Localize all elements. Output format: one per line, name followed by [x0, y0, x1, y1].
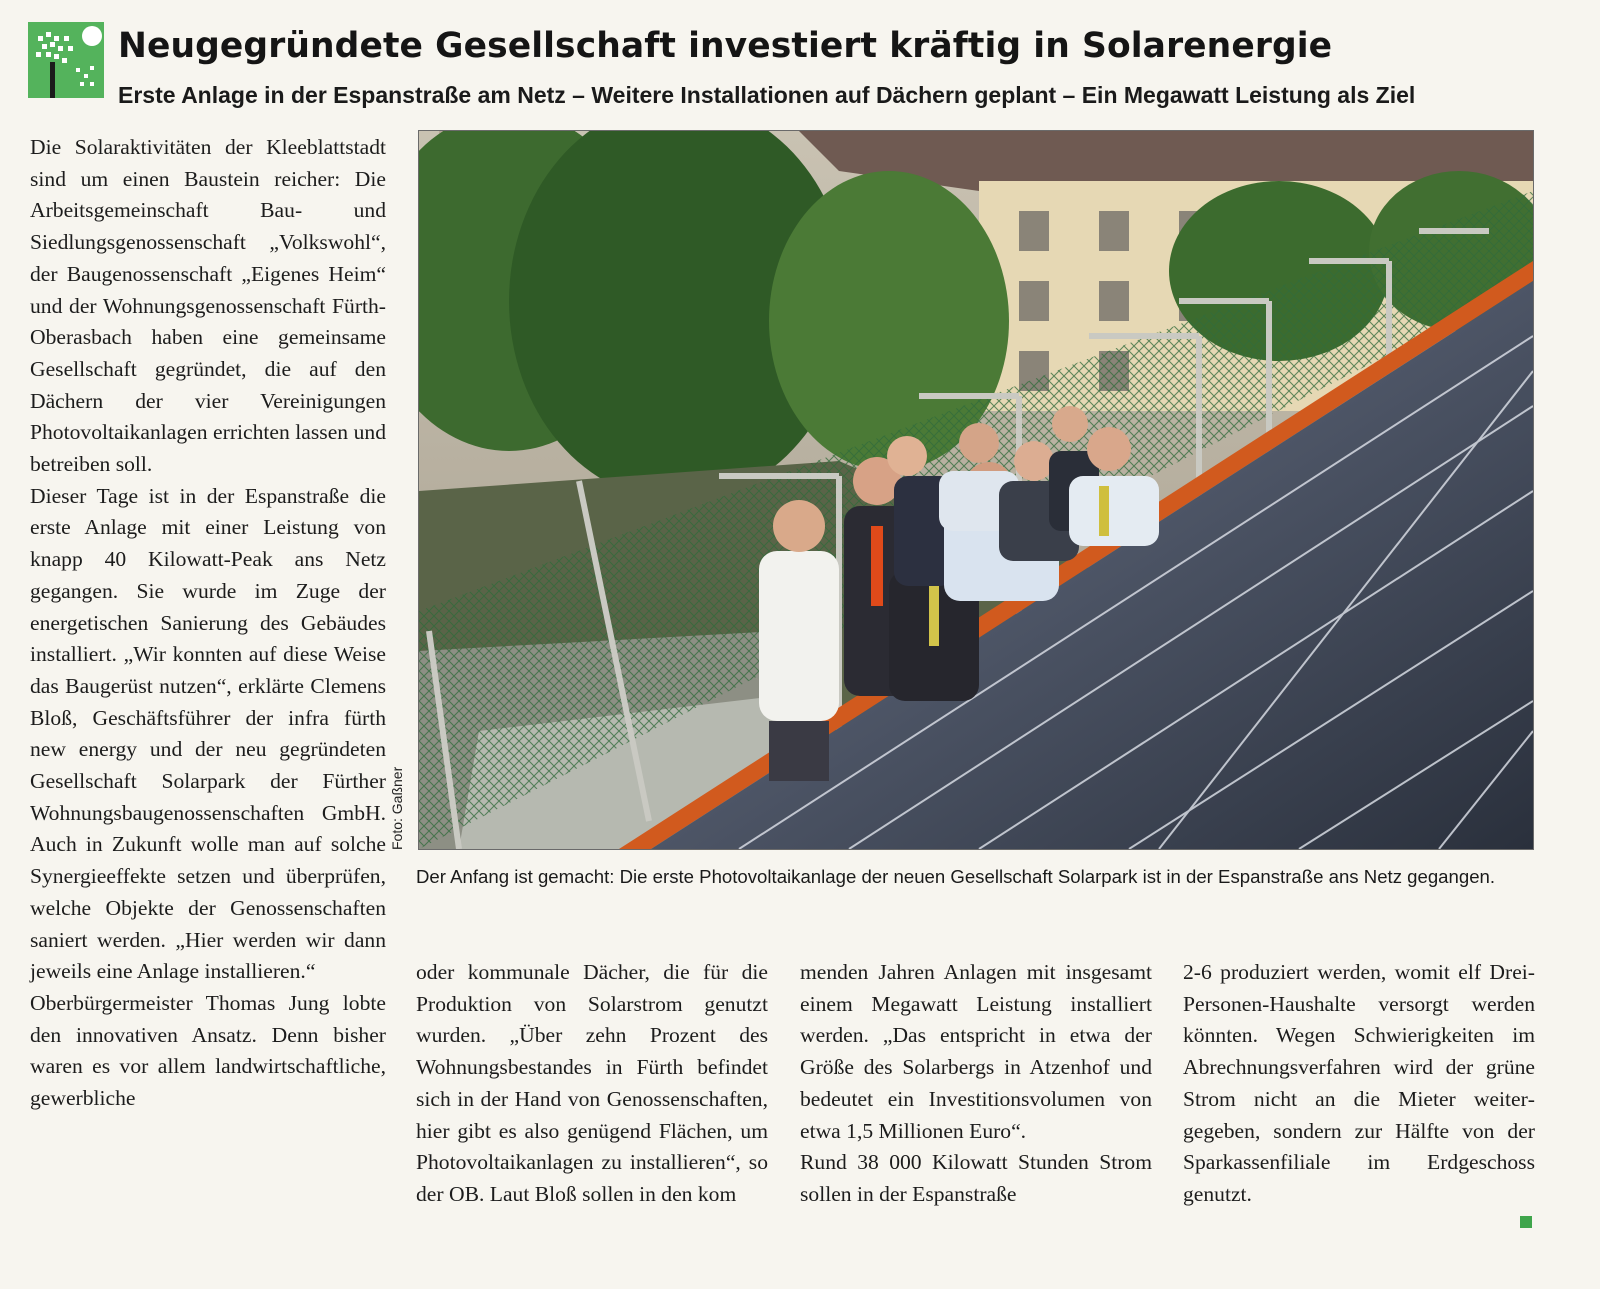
solar-roof-group-photo: [419, 131, 1533, 849]
article-column-1: [30, 132, 386, 1115]
article-column-3: [800, 957, 1152, 1211]
paragraph: Rund 38 000 Kilowatt Stunden Strom sollen in der Espanstraße: [800, 1150, 1152, 1206]
article-headline: Neugegründete Gesellschaft investiert kräftig in Solarenergie: [118, 26, 1333, 66]
article-column-2: [416, 957, 768, 1211]
tree-logo-icon: [28, 22, 104, 98]
article-photo: [418, 130, 1534, 850]
article-end-square-icon: [1520, 1216, 1532, 1228]
paragraph: Oberbürgermeister Thomas Jung lobte den innovativen Ansatz. Denn bisher waren es vor allem landwirtschaftliche, gewerbliche: [30, 990, 386, 1111]
photo-caption: Der Anfang ist gemacht: Die erste Photovoltaikanlage der neuen Gesellschaft Solarpark ist in der Espanstraße ans Netz gegangen.: [416, 866, 1496, 887]
paragraph: menden Jahren Anlagen mit insgesamt einem Megawatt Leistung installiert werden. „Das entspricht in etwa der Größe des Solarbergs in Atzenhof und bedeutet ein Investitionsvolumen von etwa 1,5 Millionen Euro“.: [800, 960, 1152, 1143]
article-column-4: [1183, 957, 1535, 1211]
paragraph: Dieser Tage ist in der Espanstraße die erste Anlage mit einer Leistung von knapp 40 Kilowatt-Peak ans Netz gegangen. Sie wurde im Zuge der energetischen Sanierung des Gebäudes installiert. „Wir konnten auf diese Weise das Baugerüst nutzen“, erklärte Clemens Bloß, Geschäftsführer der infra fürth new energy und der neu gegründeten Gesellschaft Solarpark der Fürther Wohnungsbaugenossenschaften GmbH. Auch in Zukunft wolle man auf solche Synergieeffekte setzen und überprüfen, welche Objekte der Genossenschaften saniert werden. „Hier werden wir dann jeweils eine Anlage installieren.“: [30, 483, 386, 984]
paragraph: oder kommunale Dächer, die für die Produktion von Solarstrom genutzt wurden. „Über zehn Prozent des Wohnungsbestandes in Fürth befindet sich in der Hand von Genossenschaften, hier gibt es also genügend Flächen, um Photovoltaikanlagen zu installieren“, so der OB. Laut Bloß sollen in den kom: [416, 960, 768, 1206]
newsletter-logo: [28, 22, 104, 98]
photo-credit: Foto: Gaßner: [389, 766, 405, 850]
paragraph: Die Solaraktivitäten der Kleeblattstadt sind um einen Baustein reicher: Die Arbeitsgemeinschaft Bau- und Siedlungsgenossenschaft „Volkswohl“, der Baugenossenschaft „Eigenes Heim“ und der Wohnungsgenossenschaft Fürth-Oberasbach haben eine gemeinsame Gesellschaft gegründet, die auf den Dächern der vier Vereinigungen Photovoltaikanlagen errichten lassen und betreiben soll.: [30, 135, 386, 477]
paragraph: 2-6 produziert werden, womit elf Drei-Personen-Haushalte versorgt werden könnten. Wegen Schwierigkeiten im Abrechnungsverfahren wird der grüne Strom nicht an die Mieter weitergegeben, sondern zur Hälfte von der Sparkassenfiliale im Erdgeschoss genutzt.: [1183, 960, 1535, 1206]
article-subheadline: Erste Anlage in der Espanstraße am Netz – Weitere Installationen auf Dächern geplant – Ein Megawatt Leistung als Ziel: [118, 82, 1416, 108]
